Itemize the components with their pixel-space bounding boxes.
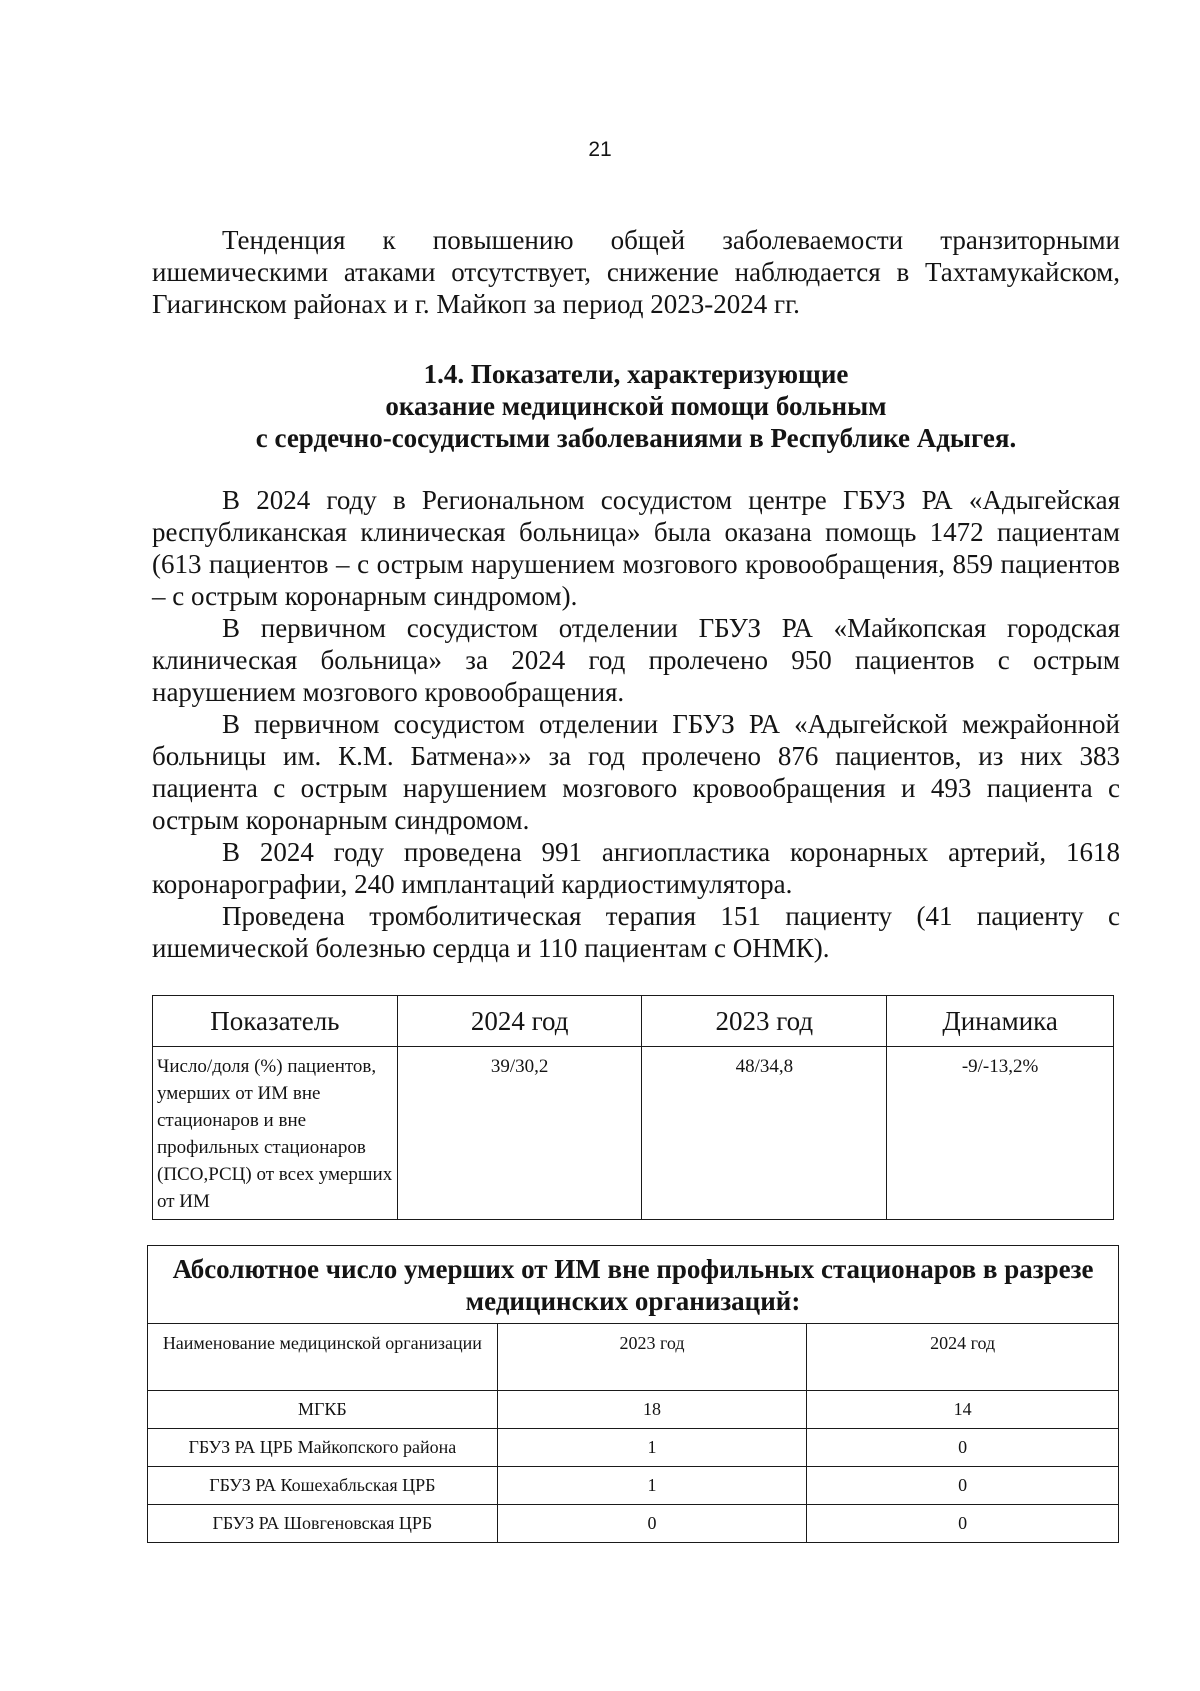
table-row xyxy=(153,1047,1114,1220)
deaths-table-header xyxy=(148,1324,1119,1391)
table-cell: 39/30,2 xyxy=(397,1047,642,1220)
header-cell: Динамика xyxy=(887,996,1114,1047)
indicator-table xyxy=(152,995,1114,1220)
organization-cell: МГКБ xyxy=(148,1391,498,1429)
table-cell: 1 xyxy=(497,1467,807,1505)
paragraph: В 2024 году проведена 991 ангиопластика коронарных артерий, 1618 коронарографии, 240 имплантаций кардиостимулятора. xyxy=(152,837,1120,899)
header-cell: 2023 год xyxy=(497,1324,807,1391)
section-heading xyxy=(152,358,1120,454)
deaths-table xyxy=(147,1245,1119,1543)
table-row xyxy=(148,1391,1119,1429)
table-row xyxy=(148,1429,1119,1467)
organization-cell: ГБУЗ РА Шовгеновская ЦРБ xyxy=(148,1505,498,1543)
intro-paragraph: Тенденция к повышению общей заболеваемости транзиторными ишемическими атаками отсутствует, снижение наблюдается в Тахтамукайском, Гиагинском районах и г. Майкоп за период 2023-2024 гг. xyxy=(152,225,1120,319)
paragraph: В 2024 году в Региональном сосудистом центре ГБУЗ РА «Адыгейская республиканская клиническая больница» была оказана помощь 1472 пациентам (613 пациентов – с острым нарушением мозгового кровообращения, 859 пациентов – с острым коронарным синдромом). xyxy=(152,485,1120,611)
header-cell: Показатель xyxy=(153,996,398,1047)
table-cell: 0 xyxy=(807,1429,1119,1467)
table-cell: 48/34,8 xyxy=(642,1047,887,1220)
header-cell: 2024 год xyxy=(807,1324,1119,1391)
table-cell: 0 xyxy=(807,1467,1119,1505)
paragraph: Проведена тромболитическая терапия 151 пациенту (41 пациенту с ишемической болезнью сердца и 110 пациентам с ОНМК). xyxy=(152,901,1120,963)
table-cell: 18 xyxy=(497,1391,807,1429)
table-cell: 0 xyxy=(497,1505,807,1543)
table-cell: -9/-13,2% xyxy=(887,1047,1114,1220)
table-cell: 14 xyxy=(807,1391,1119,1429)
organization-cell: ГБУЗ РА ЦРБ Майкопского района xyxy=(148,1429,498,1467)
section-heading-line: оказание медицинской помощи больным xyxy=(385,391,887,421)
indicator-name-cell: Число/доля (%) пациентов, умерших от ИМ вне стационаров и вне профильных стационаров (ПСО,РСЦ) от всех умерших от ИМ xyxy=(153,1047,398,1220)
header-cell: 2024 год xyxy=(397,996,642,1047)
table-cell: 0 xyxy=(807,1505,1119,1543)
table-cell: 1 xyxy=(497,1429,807,1467)
page-number: 21 xyxy=(588,138,612,161)
table-row xyxy=(148,1505,1119,1543)
body-text xyxy=(152,484,1120,964)
header-cell: Наименование медицинской организации xyxy=(148,1324,498,1391)
indicator-table-header xyxy=(153,996,1114,1047)
header-cell: 2023 год xyxy=(642,996,887,1047)
paragraph: В первичном сосудистом отделении ГБУЗ РА «Адыгейской межрайонной больницы им. К.М. Батмена»» за год пролечено 876 пациентов, из них 383 пациента с острым нарушением мозгового кровообращения и 493 пациента с острым коронарным синдромом. xyxy=(152,709,1120,835)
table-row xyxy=(148,1467,1119,1505)
section-heading-line: с сердечно-сосудистыми заболеваниями в Республике Адыгея. xyxy=(255,423,1017,453)
section-heading-line: 1.4. Показатели, характеризующие xyxy=(423,359,849,389)
paragraph: В первичном сосудистом отделении ГБУЗ РА «Майкопская городская клиническая больница» за 2024 год пролечено 950 пациентов с острым нарушением мозгового кровообращения. xyxy=(152,613,1120,707)
deaths-table-caption: Абсолютное число умерших от ИМ вне профильных стационаров в разрезе медицинских организаций: xyxy=(148,1246,1119,1324)
organization-cell: ГБУЗ РА Кошехабльская ЦРБ xyxy=(148,1467,498,1505)
